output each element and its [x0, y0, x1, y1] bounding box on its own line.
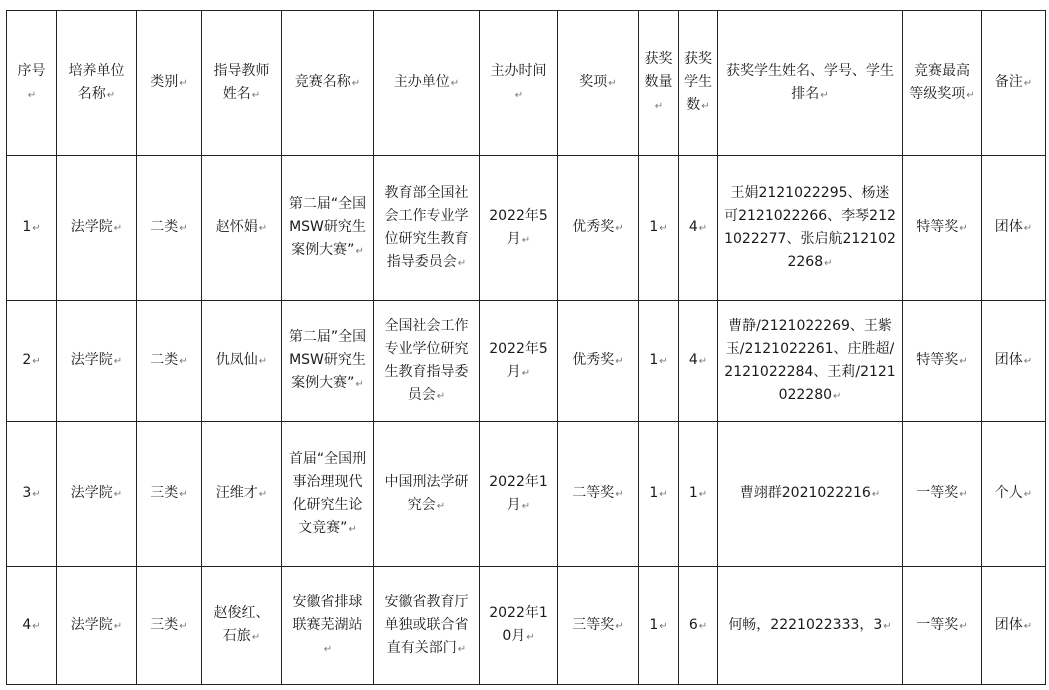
cell-competition: 安徽省排球联赛芜湖站↵	[282, 567, 374, 685]
cell-competition: 第二届”全国MSW研究生案例大赛”↵	[282, 301, 374, 422]
cell-competition: 第二届“全国MSW研究生案例大赛”↵	[282, 156, 374, 301]
cell-unit: 法学院↵	[57, 422, 137, 567]
cell-highest: 一等奖↵	[903, 422, 982, 567]
cell-category: 三类↵	[137, 422, 202, 567]
cell-seq: 1↵	[7, 156, 57, 301]
header-category: 类别↵	[137, 11, 202, 156]
cell-award: 优秀奖↵	[558, 156, 639, 301]
cell-advisor: 赵俊红、石旅↵	[202, 567, 282, 685]
cell-advisor: 赵怀娟↵	[202, 156, 282, 301]
header-remark: 备注↵	[982, 11, 1046, 156]
header-student-count: 获奖学生数↵	[679, 11, 718, 156]
cell-unit: 法学院↵	[57, 301, 137, 422]
cell-unit: 法学院↵	[57, 567, 137, 685]
awards-table	[6, 10, 1046, 685]
cell-time: 2022年5月↵	[480, 301, 558, 422]
header-award: 奖项↵	[558, 11, 639, 156]
cell-students: 曹翊群2021022216↵	[718, 422, 903, 567]
cell-competition: 首届“全国刑事治理现代化研究生论文竞赛”↵	[282, 422, 374, 567]
cell-organizer: 全国社会工作专业学位研究生教育指导委员会↵	[374, 301, 480, 422]
cell-highest: 一等奖↵	[903, 567, 982, 685]
cell-highest: 特等奖↵	[903, 301, 982, 422]
cell-award: 优秀奖↵	[558, 301, 639, 422]
table-row	[7, 567, 1046, 685]
cell-organizer: 安徽省教育厅单独或联合省直有关部门↵	[374, 567, 480, 685]
header-time: 主办时间↵	[480, 11, 558, 156]
header-unit: 培养单位名称↵	[57, 11, 137, 156]
header-award-count: 获奖数量↵	[639, 11, 679, 156]
cell-time: 2022年10月↵	[480, 567, 558, 685]
header-advisor: 指导教师姓名↵	[202, 11, 282, 156]
cell-students: 何畅，2221022333，3↵	[718, 567, 903, 685]
cell-category: 三类↵	[137, 567, 202, 685]
cell-student-count: 1↵	[679, 422, 718, 567]
cell-award-count: 1↵	[639, 156, 679, 301]
header-students: 获奖学生姓名、学号、学生排名↵	[718, 11, 903, 156]
cell-remark: 团体↵	[982, 567, 1046, 685]
cell-seq: 2↵	[7, 301, 57, 422]
cell-student-count: 4↵	[679, 301, 718, 422]
cell-award-count: 1↵	[639, 301, 679, 422]
header-seq: 序号↵	[7, 11, 57, 156]
cell-organizer: 中国刑法学研究会↵	[374, 422, 480, 567]
cell-award: 三等奖↵	[558, 567, 639, 685]
table-row	[7, 156, 1046, 301]
cell-award-count: 1↵	[639, 567, 679, 685]
header-competition: 竞赛名称↵	[282, 11, 374, 156]
cell-student-count: 4↵	[679, 156, 718, 301]
cell-seq: 3↵	[7, 422, 57, 567]
table-row	[7, 422, 1046, 567]
cell-advisor: 仇凤仙↵	[202, 301, 282, 422]
cell-students: 曹静/2121022269、王紫玉/2121022261、庄胜超/2121022284、王莉/2121022280↵	[718, 301, 903, 422]
cell-time: 2022年1月↵	[480, 422, 558, 567]
cell-advisor: 汪维才↵	[202, 422, 282, 567]
header-highest: 竞赛最高等级奖项↵	[903, 11, 982, 156]
table-row	[7, 301, 1046, 422]
cell-students: 王娟2121022295、杨迷可2121022266、李琴2121022277、张启航2121022268↵	[718, 156, 903, 301]
cell-time: 2022年5月↵	[480, 156, 558, 301]
cell-unit: 法学院↵	[57, 156, 137, 301]
cell-remark: 个人↵	[982, 422, 1046, 567]
cell-remark: 团体↵	[982, 156, 1046, 301]
header-row	[7, 11, 1046, 156]
cell-category: 二类↵	[137, 156, 202, 301]
cell-category: 二类↵	[137, 301, 202, 422]
cell-award-count: 1↵	[639, 422, 679, 567]
cell-organizer: 教育部全国社会工作专业学位研究生教育指导委员会↵	[374, 156, 480, 301]
cell-seq: 4↵	[7, 567, 57, 685]
cell-remark: 团体↵	[982, 301, 1046, 422]
cell-student-count: 6↵	[679, 567, 718, 685]
header-organizer: 主办单位↵	[374, 11, 480, 156]
cell-highest: 特等奖↵	[903, 156, 982, 301]
cell-award: 二等奖↵	[558, 422, 639, 567]
